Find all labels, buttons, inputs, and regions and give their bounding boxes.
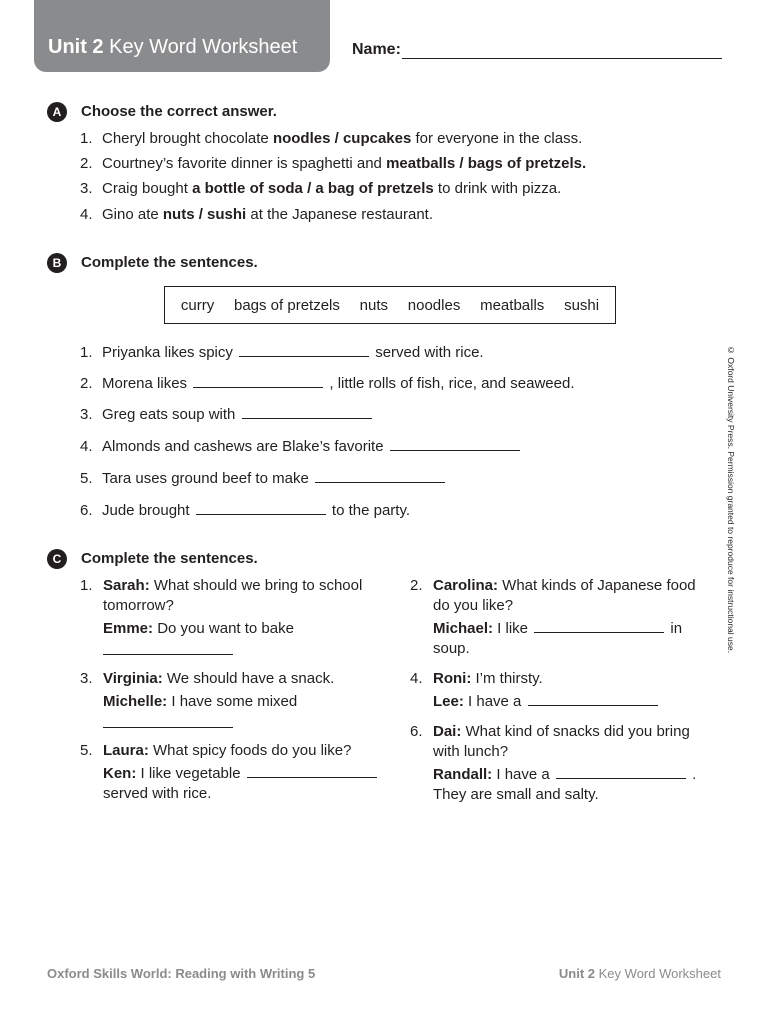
page-title: [48, 36, 297, 59]
name-field[interactable]: [402, 58, 722, 59]
section-a-badge: A: [47, 102, 67, 122]
section-b-badge: B: [47, 253, 67, 273]
section-c-item-6: 6. Dai: What kind of snacks did you bring with lunch? Randall: I have a . They are small and salty.: [410, 723, 697, 803]
answer-choice[interactable]: meatballs / bags of pretzels.: [386, 155, 587, 172]
worksheet-title: Key Word Worksheet: [109, 36, 298, 58]
copyright-note: © Oxford University Press. Permission granted to reproduce for instructional use.: [726, 345, 736, 654]
section-c-title: Complete the sentences.: [81, 550, 258, 567]
section-a-item-1: 1. Cheryl brought chocolate noodles / cupcakes for everyone in the class.: [80, 130, 583, 147]
name-label: Name:: [352, 41, 401, 58]
answer-choice[interactable]: a bottle of soda / a bag of pretzels: [192, 180, 434, 197]
word-bank-item: nuts: [359, 296, 389, 314]
section-a-title: Choose the correct answer.: [81, 103, 277, 120]
section-a-item-3: 3. Craig bought a bottle of soda / a bag of pretzels to drink with pizza.: [80, 180, 562, 197]
section-c-item-4: 4. Roni: I’m thirsty. Lee: I have a: [410, 669, 715, 715]
section-b-item-4: 4. Almonds and cashews are Blake’s favorite: [80, 438, 522, 455]
section-b-title: Complete the sentences.: [81, 254, 258, 271]
section-b-item-1: 1. Priyanka likes spicy served with rice.: [80, 344, 484, 361]
word-bank: [164, 286, 616, 324]
header-tab: [34, 0, 330, 72]
word-bank-item: meatballs: [480, 296, 545, 314]
section-c-item-3: 3. Virginia: We should have a snack. Michelle: I have some mixed: [80, 669, 390, 737]
section-c-badge: C: [47, 549, 67, 569]
word-bank-item: sushi: [564, 296, 600, 314]
answer-blank[interactable]: [528, 704, 658, 706]
word-bank-item: curry: [180, 296, 215, 314]
answer-blank[interactable]: [103, 726, 233, 728]
section-b-item-6: 6. Jude brought to the party.: [80, 502, 411, 519]
answer-blank[interactable]: [239, 355, 369, 357]
footer-book-title: Oxford Skills World: Reading with Writing 5: [47, 966, 316, 981]
section-c-item-5: 5. Laura: What spicy foods do you like? Ken: I like vegetable served with rice.: [80, 741, 390, 807]
answer-blank[interactable]: [193, 386, 323, 388]
unit-label: Unit 2: [48, 36, 104, 58]
section-b-item-2: 2. Morena likes , little rolls of fish, rice, and seaweed.: [80, 375, 575, 392]
answer-blank[interactable]: [390, 449, 520, 451]
section-b-item-5: 5. Tara uses ground beef to make: [80, 470, 447, 487]
section-a-item-2: 2. Courtney’s favorite dinner is spaghetti and meatballs / bags of pretzels.: [80, 155, 587, 172]
answer-blank[interactable]: [556, 777, 686, 779]
answer-choice[interactable]: nuts / sushi: [162, 206, 247, 223]
section-c-item-2: 2. Carolina: What kinds of Japanese food do you like? Michael: I like in soup.: [410, 577, 696, 657]
answer-blank[interactable]: [534, 631, 664, 633]
section-b-item-3: 3. Greg eats soup with: [80, 406, 374, 423]
answer-blank[interactable]: [242, 417, 372, 419]
footer-worksheet-title: Unit 2 Key Word Worksheet: [558, 966, 721, 981]
word-bank-item: noodles: [407, 296, 461, 314]
word-bank-item: bags of pretzels: [233, 296, 340, 314]
answer-blank[interactable]: [315, 481, 445, 483]
answer-blank[interactable]: [196, 513, 326, 515]
section-c-item-1: 1. Sarah: What should we bring to school tomorrow? Emme: Do you want to bake: [80, 576, 390, 664]
answer-choice[interactable]: noodles / cupcakes: [272, 130, 412, 147]
section-a-item-4: 4. Gino ate nuts / sushi at the Japanese restaurant.: [80, 206, 434, 223]
answer-blank[interactable]: [247, 776, 377, 778]
answer-blank[interactable]: [103, 653, 233, 655]
